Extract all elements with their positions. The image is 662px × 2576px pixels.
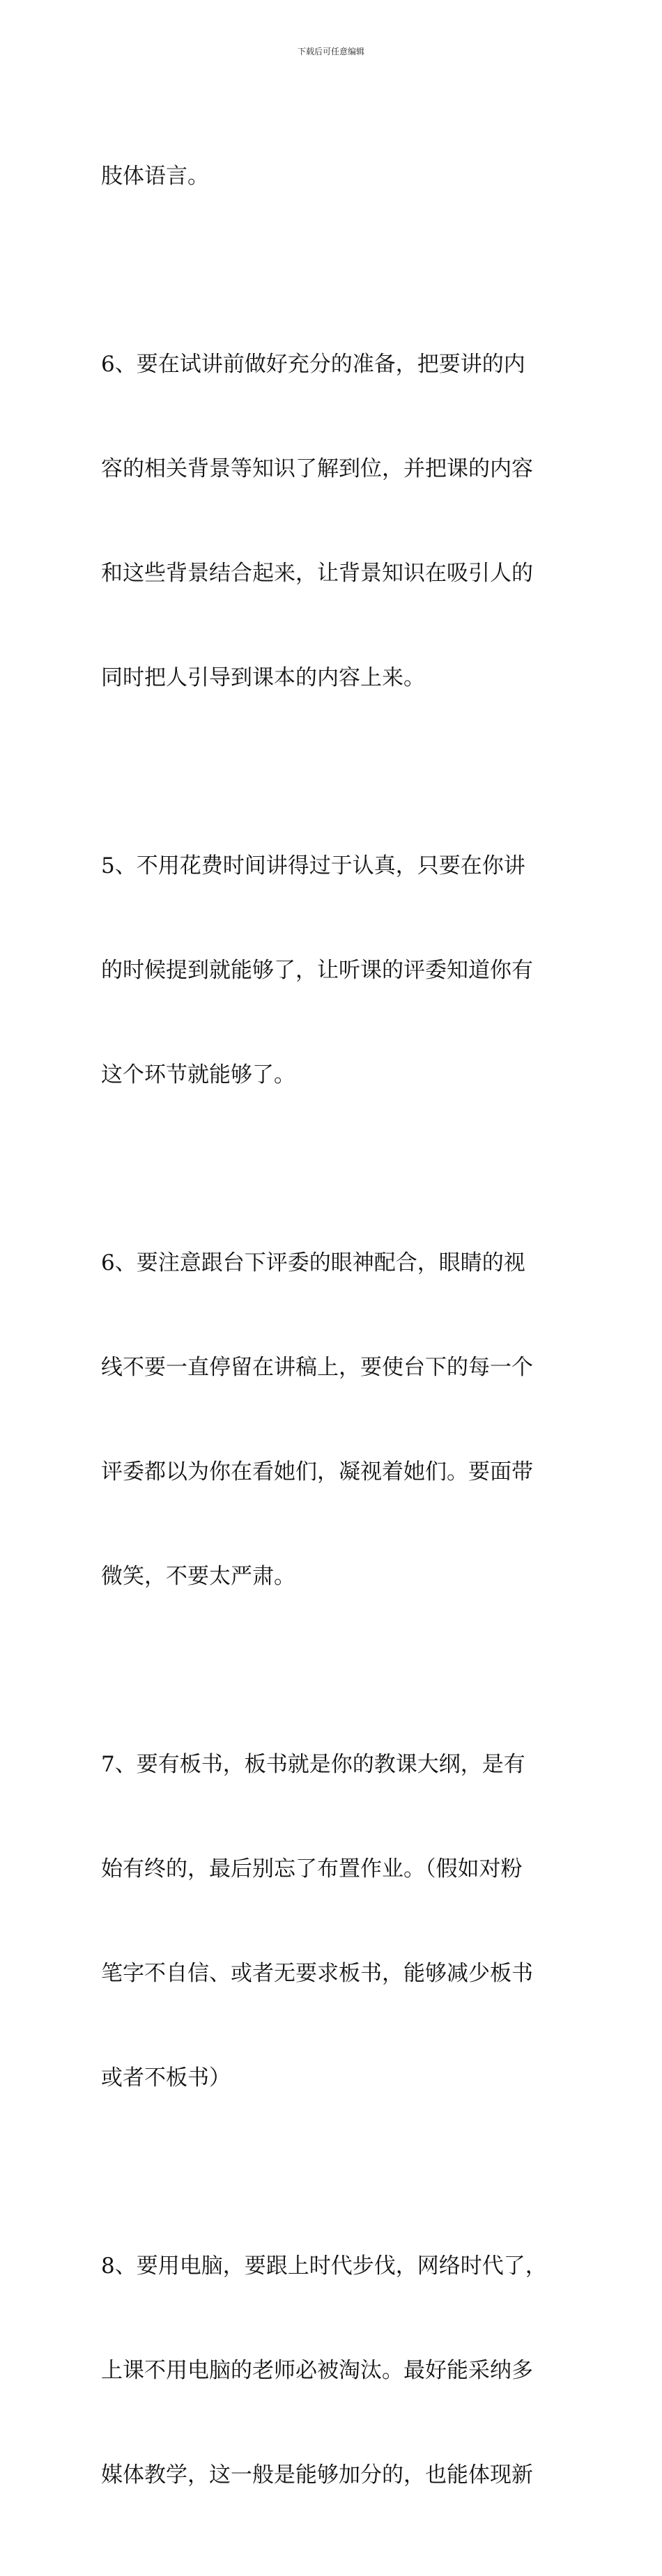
document-body <box>101 89 564 2576</box>
text-line: 肢体语言。 <box>101 164 209 189</box>
text-line: 容的相关背景等知识了解到位，并把课的内容 <box>101 456 533 481</box>
text-line: 的时候提到就能够了，让听课的评委知道你有 <box>101 958 533 983</box>
text-line: 微笑，不要太严肃。 <box>101 1564 295 1589</box>
text-line: 8、要用电脑，要跟上时代步伐，网络时代了， <box>101 2253 547 2279</box>
paragraph-item-7 <box>101 1677 564 2165</box>
paragraph-item-5 <box>101 779 564 1162</box>
text-line: 7、要有板书，板书就是你的教课大纲，是有 <box>101 1752 525 1777</box>
text-line: 5、不用花费时间讲得过于认真，只要在你讲 <box>101 853 525 878</box>
text-line: 评委都以为你在看她们，凝视着她们。要面带 <box>101 1459 533 1484</box>
paragraph-continuation <box>101 89 564 263</box>
text-line: 或者不板书） <box>101 2065 231 2090</box>
page-header: 下载后可任意编辑 <box>297 47 364 56</box>
text-line: 笔字不自信、或者无要求板书，能够减少板书 <box>101 1961 533 1986</box>
text-line: 和这些背景结合起来，让背景知识在吸引人的 <box>101 561 533 586</box>
paragraph-item-8 <box>101 2179 564 2562</box>
paragraph-item-6-eye-contact <box>101 1176 564 1663</box>
text-line: 上课不用电脑的老师必被淘汰。最好能采纳多 <box>101 2358 533 2383</box>
text-line: 线不要一直停留在讲稿上，要使台下的每一个 <box>101 1355 533 1380</box>
text-line: 始有终的，最后别忘了布置作业。（假如对粉 <box>101 1856 523 1881</box>
text-line: 媒体教学，这一般是能够加分的，也能体现新 <box>101 2462 533 2488</box>
paragraph-item-6-preparation <box>101 277 564 765</box>
text-line: 6、要注意跟台下评委的眼神配合，眼睛的视 <box>101 1250 525 1275</box>
text-line: 这个环节就能够了。 <box>101 1062 295 1087</box>
text-line: 6、要在试讲前做好充分的准备，把要讲的内 <box>101 352 525 377</box>
text-line: 同时把人引导到课本的内容上来。 <box>101 665 425 690</box>
